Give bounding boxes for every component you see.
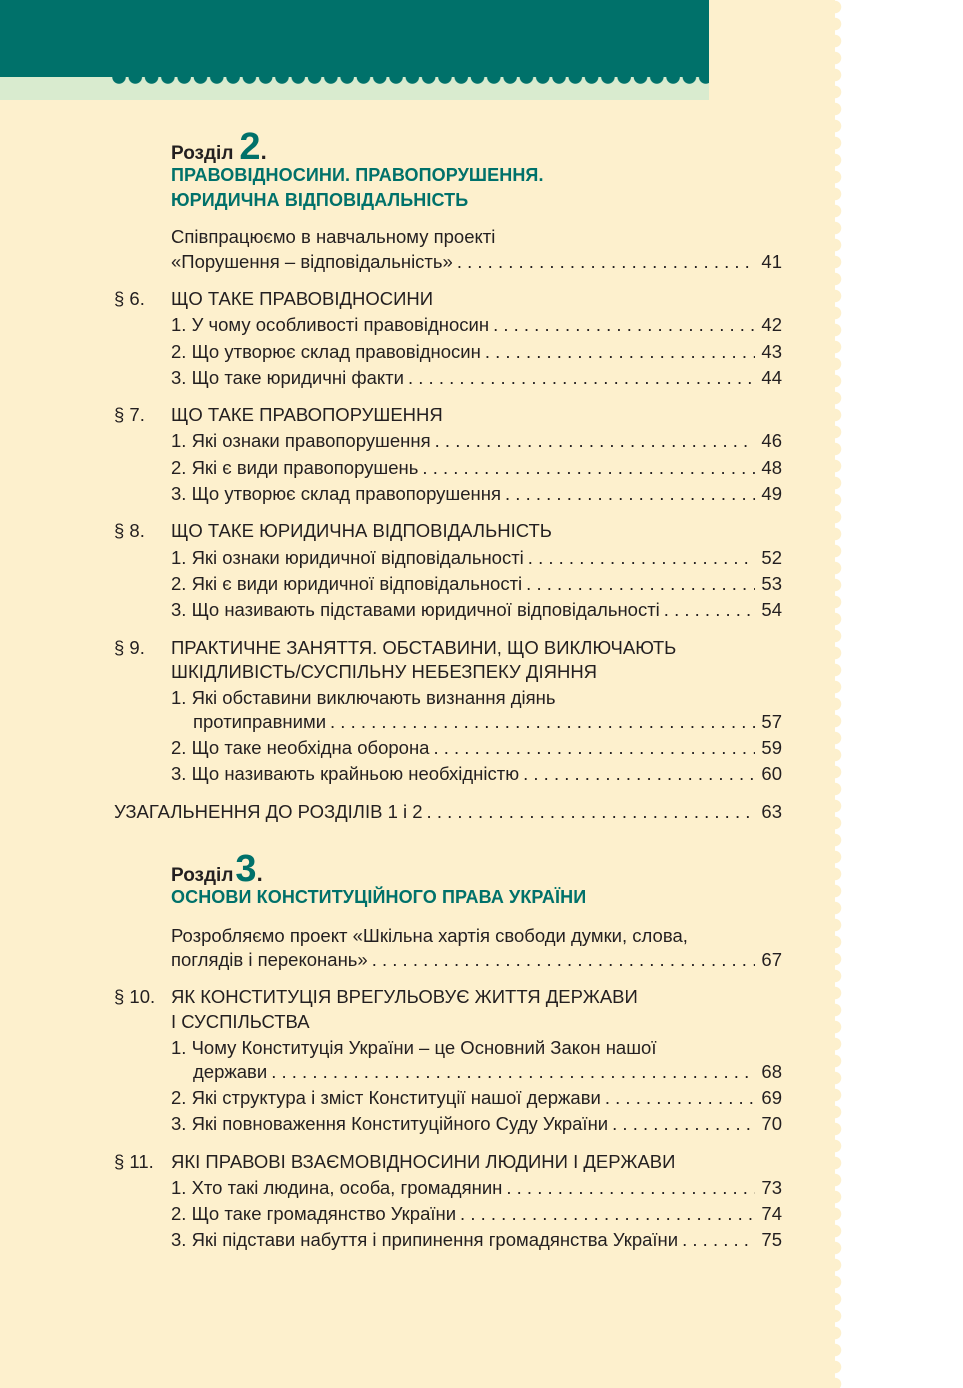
paragraph-number: § 8. [114,520,145,541]
toc-entry[interactable] [171,365,782,391]
dot-leader [526,571,755,597]
toc-entry[interactable] [171,1201,782,1227]
dot-leader [457,249,756,275]
paragraph-title[interactable]: ЯК КОНСТИТУЦІЯ ВРЕГУЛЬОВУЄ ЖИТТЯ ДЕРЖАВИ [171,986,638,1007]
entry-text: 3. Що називають крайньою необхідністю [171,763,520,784]
entry-text: 3. Що таке юридичні факти [171,367,404,388]
entry-text: 3. Що називають підставами юридичної відповідальності [171,599,660,620]
entry-text: 2. Що таке громадянство України [171,1203,457,1224]
page-number: 48 [761,457,782,478]
page-number: 73 [761,1177,782,1198]
entry-text: 2. Які є види правопорушень [171,457,419,478]
dot-leader [605,1085,756,1111]
toc-entry[interactable] [171,571,782,597]
entry-text: 3. Що утворює склад правопорушення [171,483,502,504]
dot-leader [427,799,756,825]
section-2-title [171,163,544,213]
page-number: 41 [761,251,782,272]
entry-text: протиправними [193,711,327,732]
entry-text: поглядів і переконань» [171,949,368,970]
dot-leader [682,1227,755,1253]
entry-text: 1. Які ознаки правопорушення [171,430,431,451]
page-number: 49 [761,483,782,504]
toc-entry-summary[interactable] [114,799,782,825]
paragraph-title[interactable]: ЩО ТАКЕ ЮРИДИЧНА ВІДПОВІДАЛЬНІСТЬ [171,520,552,541]
page-number: 43 [761,341,782,362]
section-number: 3 [235,848,257,890]
toc-entry[interactable] [171,1111,782,1137]
page-number: 70 [761,1113,782,1134]
page-number: 42 [761,314,782,335]
dot-leader [528,545,756,571]
paragraph-title[interactable]: ПРАКТИЧНЕ ЗАНЯТТЯ. ОБСТАВИНИ, ЩО ВИКЛЮЧАЮТЬ [171,637,677,658]
toc-entry-project-3[interactable] [171,947,782,973]
dot-leader [433,735,755,761]
toc-entry-line[interactable]: 1. Чому Конституція України – це Основний Закон нашої [171,1037,657,1058]
project-line: Співпрацюємо в навчальному проекті [171,226,496,247]
toc-entry-project-2[interactable] [171,249,782,275]
dot-leader [493,312,755,338]
toc-entry[interactable] [171,735,782,761]
page-number: 52 [761,547,782,568]
section-number-dot: . [256,861,263,886]
section-title-line: ЮРИДИЧНА ВІДПОВІДАЛЬНІСТЬ [171,190,469,210]
dot-leader [506,1175,755,1201]
toc-entry[interactable] [171,312,782,338]
toc-entry[interactable] [171,761,782,787]
page-number: 68 [761,1061,782,1082]
page-number: 53 [761,573,782,594]
paragraph-number: § 10. [114,986,156,1007]
entry-text: «Порушення – відповідальність» [171,251,453,272]
paragraph-title[interactable]: ЩО ТАКЕ ПРАВОПОРУШЕННЯ [171,404,443,425]
project-line: Розробляємо проект «Шкільна хартія свободи думки, слова, [171,925,688,946]
entry-text: УЗАГАЛЬНЕННЯ ДО РОЗДІЛІВ 1 і 2 [114,801,423,822]
paragraph-number: § 9. [114,637,145,658]
paragraph-title-continued[interactable]: ШКІДЛИВІСТЬ/СУСПІЛЬНУ НЕБЕЗПЕКУ ДІЯННЯ [171,661,598,682]
toc-entry[interactable] [171,1175,782,1201]
entry-text: 3. Які повноваження Конституційного Суду України [171,1113,609,1134]
page-number: 67 [761,949,782,970]
toc-entry[interactable] [193,709,782,735]
toc-entry[interactable] [171,597,782,623]
page-number: 54 [761,599,782,620]
page-number: 74 [761,1203,782,1224]
dot-leader [612,1111,755,1137]
toc-entry[interactable] [171,339,782,365]
section-label: Розділ [171,143,234,164]
page-number: 69 [761,1087,782,1108]
section-number-dot: . [260,139,267,164]
entry-text: 1. Хто такі людина, особа, громадянин [171,1177,503,1198]
page-number: 44 [761,367,782,388]
paragraph-title-continued[interactable]: І СУСПІЛЬСТВА [171,1011,310,1032]
paragraph-title[interactable]: ЩО ТАКЕ ПРАВОВІДНОСИНИ [171,288,434,309]
dot-leader [435,428,756,454]
dot-leader [485,339,756,365]
dot-leader [271,1059,755,1085]
toc-entry[interactable] [171,455,782,481]
toc-entry[interactable] [193,1059,782,1085]
toc-entry[interactable] [171,1085,782,1111]
paragraph-number: § 11. [114,1151,154,1172]
dot-leader [460,1201,755,1227]
page-number: 75 [761,1229,782,1250]
toc-entry-line[interactable]: 1. Які обставини виключають визнання діянь [171,687,556,708]
dot-leader [408,365,755,391]
page-number: 59 [761,737,782,758]
page-number: 57 [761,711,782,732]
dot-leader [422,455,755,481]
page-number: 63 [761,801,782,822]
entry-text: 1. Які ознаки юридичної відповідальності [171,547,524,568]
dot-leader [505,481,755,507]
dot-leader [664,597,756,623]
paragraph-number: § 6. [114,288,145,309]
entry-text: 2. Які структура і зміст Конституції нашої держави [171,1087,601,1108]
section-label: Розділ [171,865,234,886]
section-3-heading [171,850,263,888]
paragraph-number: § 7. [114,404,145,425]
entry-text: 1. У чому особливості правовідносин [171,314,490,335]
section-2-heading [171,128,267,166]
section-3-title: ОСНОВИ КОНСТИТУЦІЙНОГО ПРАВА УКРАЇНИ [171,887,587,907]
dot-leader [330,709,755,735]
paragraph-title[interactable]: ЯКІ ПРАВОВІ ВЗАЄМОВІДНОСИНИ ЛЮДИНИ І ДЕРЖАВИ [171,1151,676,1172]
entry-text: держави [193,1061,268,1082]
section-number: 2 [239,126,261,168]
toc-entry[interactable] [171,1227,782,1253]
entry-text: 2. Що таке необхідна оборона [171,737,430,758]
entry-text: 2. Що утворює склад правовідносин [171,341,481,362]
dot-leader [523,761,755,787]
entry-text: 3. Які підстави набуття і припинення громадянства України [171,1229,679,1250]
entry-text: 2. Які є види юридичної відповідальності [171,573,523,594]
dot-leader [372,947,756,973]
section-title-line: ПРАВОВІДНОСИНИ. ПРАВОПОРУШЕННЯ. [171,165,544,185]
toc-entry[interactable] [171,428,782,454]
toc-entry[interactable] [171,545,782,571]
page-number: 46 [761,430,782,451]
toc-entry[interactable] [171,481,782,507]
page-number: 60 [761,763,782,784]
